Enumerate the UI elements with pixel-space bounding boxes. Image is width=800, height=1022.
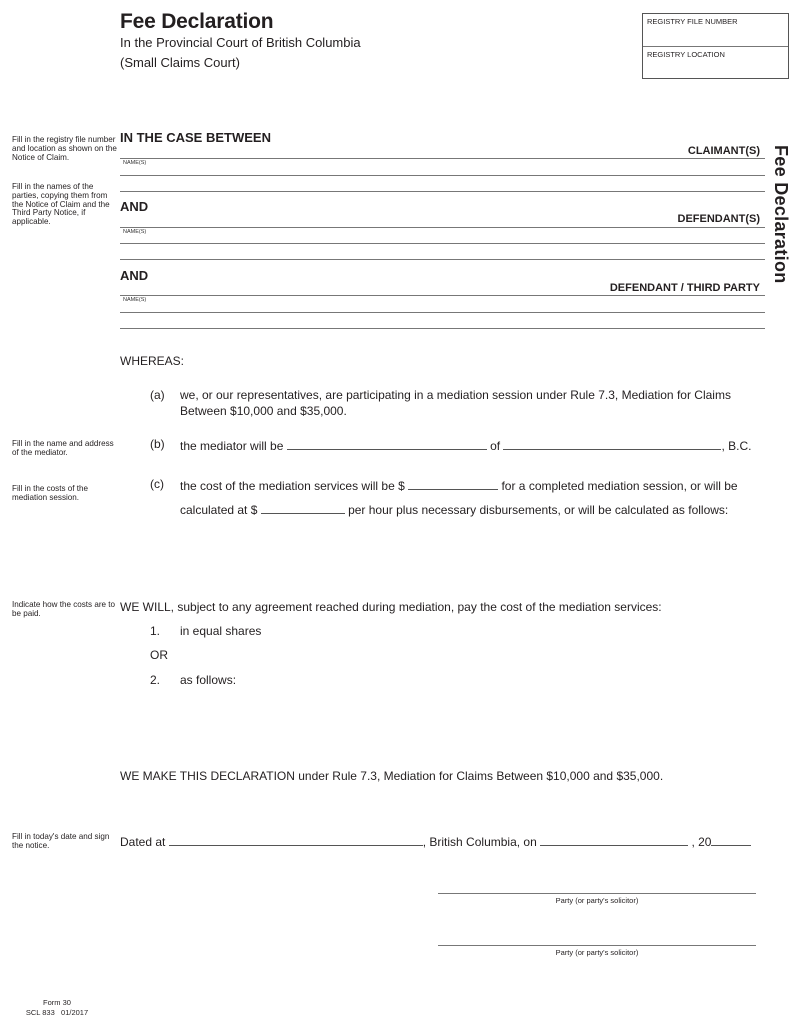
note-parties: Fill in the names of the parties, copying them from the Notice of Claim and the Third Party Notice, if applicable. xyxy=(12,182,110,227)
clause-c-line2 xyxy=(180,501,728,517)
signature-line-1[interactable] xyxy=(438,893,756,894)
mediator-address-field[interactable] xyxy=(503,437,721,450)
and-label-1: AND xyxy=(120,199,149,214)
clause-c-pre: the cost of the mediation services will be $ xyxy=(180,479,405,493)
dated-post: , 20 xyxy=(691,835,712,849)
registry-file-number-input[interactable] xyxy=(647,28,781,42)
clause-c-line2-pre: calculated at $ xyxy=(180,503,258,517)
payment-option2-number: 2. xyxy=(150,673,161,687)
signature-label-2: Party (or party's solicitor) xyxy=(555,948,639,957)
clause-c-mid: for a completed mediation session, or will be xyxy=(501,479,738,493)
form-code: SCL 833 01/2017 xyxy=(25,1008,89,1017)
clause-b-marker: (b) xyxy=(150,437,165,451)
clause-b xyxy=(180,437,765,453)
third-party-line-2 xyxy=(120,312,765,313)
claimant-line-2 xyxy=(120,175,765,176)
dated-mid: , British Columbia, on xyxy=(422,835,537,849)
defendant-name-input-2[interactable] xyxy=(120,245,765,259)
clause-c-line1 xyxy=(180,477,738,493)
defendant-line-2 xyxy=(120,243,765,244)
mediator-name-input[interactable] xyxy=(287,437,487,449)
page-title: Fee Declaration xyxy=(120,10,274,33)
clause-b-post: , B.C. xyxy=(721,439,752,453)
court-name: In the Provincial Court of British Columbia xyxy=(120,35,361,50)
and-label-2: AND xyxy=(120,268,149,283)
third-party-names-label: NAME(S) xyxy=(123,297,147,303)
dated-pre: Dated at xyxy=(120,835,166,849)
claimant-name-input-2[interactable] xyxy=(120,177,765,191)
clause-c-line2-post: per hour plus necessary disbursements, or will be calculated as follows: xyxy=(348,503,729,517)
hourly-rate-input[interactable] xyxy=(261,501,345,513)
dated-place-input[interactable] xyxy=(169,833,423,845)
clause-b-pre: the mediator will be xyxy=(180,439,284,453)
third-party-role-label: DEFENDANT / THIRD PARTY xyxy=(609,282,760,294)
dated-date-field[interactable] xyxy=(540,833,688,846)
dated-date-input[interactable] xyxy=(540,833,688,845)
third-party-name-input-1[interactable] xyxy=(120,298,765,312)
court-division: (Small Claims Court) xyxy=(120,55,240,70)
side-title: Fee Declaration xyxy=(771,145,791,284)
claimant-name-input-1[interactable] xyxy=(120,161,765,175)
mediator-name-field[interactable] xyxy=(287,437,487,450)
defendant-name-input-1[interactable] xyxy=(120,229,765,243)
whereas-heading: WHEREAS: xyxy=(120,354,185,368)
clause-a-marker: (a) xyxy=(150,388,165,402)
third-party-line-3 xyxy=(120,328,765,329)
note-registry: Fill in the registry file number and location as shown on the Notice of Claim. xyxy=(12,135,117,162)
payment-option2-label[interactable]: as follows: xyxy=(180,673,237,687)
payment-option1-number: 1. xyxy=(150,624,161,638)
signature-label-1: Party (or party's solicitor) xyxy=(555,896,639,905)
defendant-line-1 xyxy=(120,227,765,228)
note-mediator: Fill in the name and address of the mediator. xyxy=(12,439,114,457)
hourly-rate-field[interactable] xyxy=(261,501,345,514)
registry-location-input[interactable] xyxy=(647,61,781,75)
form-number: Form 30 xyxy=(43,998,71,1007)
claimant-line-1 xyxy=(120,158,765,159)
dated-line xyxy=(120,833,751,849)
clause-b-mid: of xyxy=(490,439,501,453)
signature-line-2[interactable] xyxy=(438,945,756,946)
dated-year-field[interactable] xyxy=(711,833,751,846)
payment-intro: WE WILL, subject to any agreement reached during mediation, pay the cost of the mediation services: xyxy=(120,600,662,614)
defendant-names-label: NAME(S) xyxy=(123,229,147,235)
registry-file-number-cell xyxy=(643,14,788,46)
third-party-name-input-2[interactable] xyxy=(120,314,765,328)
clause-c-marker: (c) xyxy=(150,477,164,491)
note-costs: Fill in the costs of the mediation session. xyxy=(12,484,89,502)
claimant-names-label: NAME(S) xyxy=(123,160,147,166)
dated-year-input[interactable] xyxy=(711,833,751,845)
session-cost-field[interactable] xyxy=(408,477,498,490)
session-cost-input[interactable] xyxy=(408,477,498,489)
claimant-role-label: CLAIMANT(S) xyxy=(687,145,760,157)
payment-or-label: OR xyxy=(150,648,168,662)
registry-location-label: REGISTRY LOCATION xyxy=(647,50,725,59)
registry-box xyxy=(642,13,789,79)
clause-a-line2: Between $10,000 and $35,000. xyxy=(180,404,347,418)
declaration-statement: WE MAKE THIS DECLARATION under Rule 7.3, Mediation for Claims Between $10,000 and $35,000. xyxy=(120,769,664,783)
case-between-heading: IN THE CASE BETWEEN xyxy=(120,130,271,145)
mediator-address-input[interactable] xyxy=(503,437,721,449)
third-party-line-1 xyxy=(120,295,765,296)
registry-file-number-label: REGISTRY FILE NUMBER xyxy=(647,17,738,26)
note-date-sign: Fill in today's date and sign the notice. xyxy=(12,832,110,850)
dated-place-field[interactable] xyxy=(169,833,423,846)
claimant-line-3 xyxy=(120,191,765,192)
note-payment: Indicate how the costs are to be paid. xyxy=(12,600,116,618)
defendant-role-label: DEFENDANT(S) xyxy=(677,213,760,225)
payment-option1-label[interactable]: in equal shares xyxy=(180,624,262,638)
clause-a-line1: we, or our representatives, are participating in a mediation session under Rule 7.3, Mediation for Claims xyxy=(180,388,731,402)
registry-location-cell xyxy=(643,46,788,78)
defendant-line-3 xyxy=(120,259,765,260)
